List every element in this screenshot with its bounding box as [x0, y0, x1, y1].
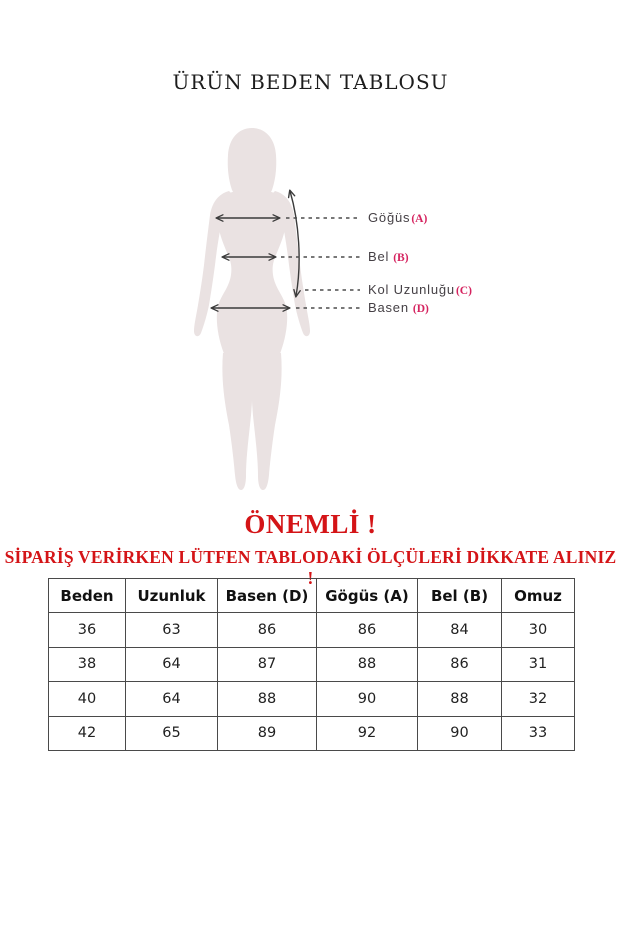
table-cell: 88	[317, 647, 418, 682]
warning-text: SİPARİŞ VERİRKEN LÜTFEN TABLODAKİ ÖLÇÜLERİ DİKKATE ALINIZ !	[4, 547, 617, 588]
table-cell: 65	[126, 716, 218, 751]
table-cell: 88	[218, 682, 317, 717]
table-cell: 90	[418, 716, 502, 751]
measure-label-hip	[368, 301, 429, 316]
table-cell: 42	[49, 716, 126, 751]
female-silhouette	[194, 128, 310, 490]
table-cell: 31	[502, 647, 575, 682]
column-header: Uzunluk	[126, 579, 218, 613]
important-heading: ÖNEMLİ !	[244, 509, 377, 539]
table-cell: 38	[49, 647, 126, 682]
table-cell: 36	[49, 613, 126, 648]
table-cell: 90	[317, 682, 418, 717]
column-header: Omuz	[502, 579, 575, 613]
measure-label-arm-length	[368, 283, 472, 298]
size-table-body	[49, 613, 575, 751]
column-header: Gögüs (A)	[317, 579, 418, 613]
measure-letter-a: (A)	[411, 213, 428, 225]
table-cell: 63	[126, 613, 218, 648]
table-row	[49, 647, 575, 682]
column-header: Basen (D)	[218, 579, 317, 613]
silhouette-left-leg	[222, 353, 252, 490]
table-row	[49, 613, 575, 648]
measure-label-waist-text: Bel	[368, 249, 390, 264]
table-cell: 87	[218, 647, 317, 682]
table-cell: 64	[126, 682, 218, 717]
column-header: Beden	[49, 579, 126, 613]
measure-label-hip-text: Basen	[368, 300, 409, 315]
measure-letter-c: (C)	[455, 285, 472, 297]
table-row	[49, 682, 575, 717]
measure-letter-b: (B)	[393, 252, 409, 264]
table-cell: 92	[317, 716, 418, 751]
measure-label-arm-length-text: Kol Uzunluğu	[368, 282, 455, 297]
table-cell: 86	[218, 613, 317, 648]
table-cell: 84	[418, 613, 502, 648]
table-cell: 64	[126, 647, 218, 682]
measure-label-chest	[368, 211, 427, 226]
table-cell: 30	[502, 613, 575, 648]
table-cell: 40	[49, 682, 126, 717]
table-cell: 32	[502, 682, 575, 717]
column-header: Bel (B)	[418, 579, 502, 613]
measure-letter-d: (D)	[412, 303, 429, 315]
measure-label-waist	[368, 250, 409, 265]
silhouette-torso	[217, 189, 288, 375]
table-header-row	[49, 579, 575, 613]
table-cell: 89	[218, 716, 317, 751]
page-title: ÜRÜN BEDEN TABLOSU	[172, 70, 449, 94]
table-cell: 86	[418, 647, 502, 682]
table-cell: 86	[317, 613, 418, 648]
table-row	[49, 716, 575, 751]
size-table	[48, 578, 575, 751]
measure-label-chest-text: Göğüs	[368, 210, 411, 225]
table-cell: 88	[418, 682, 502, 717]
table-cell: 33	[502, 716, 575, 751]
silhouette-right-leg	[252, 353, 282, 490]
